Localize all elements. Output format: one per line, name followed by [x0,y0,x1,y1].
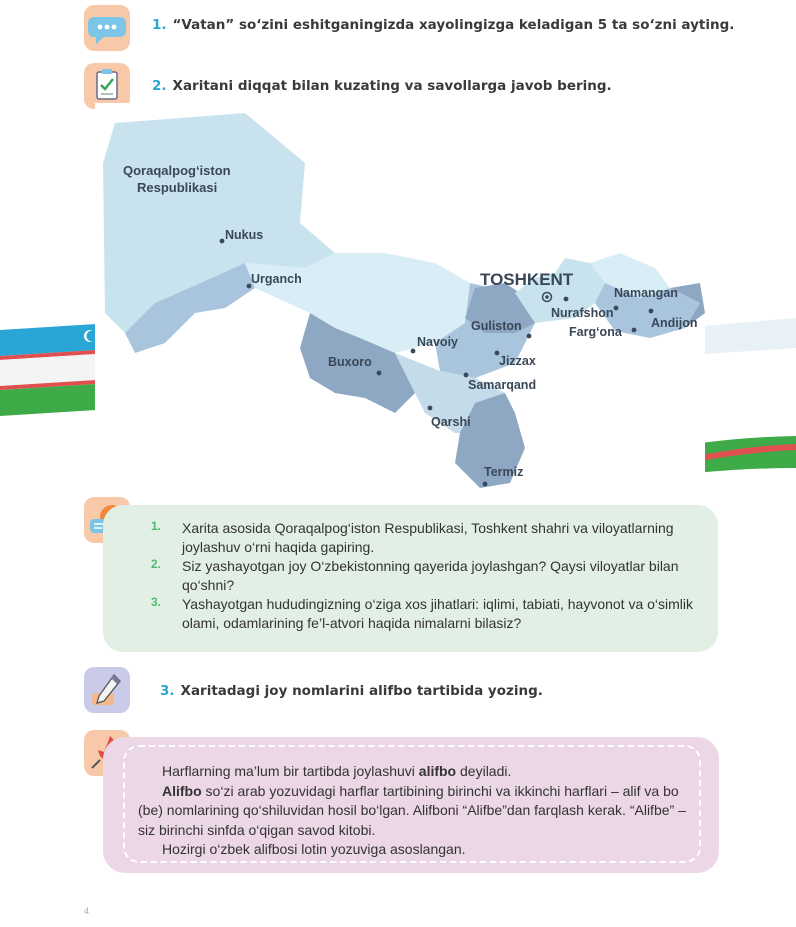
flag-ribbon-left [0,322,100,422]
city-dot [483,482,488,487]
city-dot [464,373,469,378]
city-label: Nukus [225,228,264,242]
city-dot [564,297,569,302]
question-item [151,557,706,595]
speech-bubble-icon [84,5,130,51]
rule-box [103,737,719,873]
question-text: Xarita asosida Qoraqalpog‘iston Respublikasi, Toshkent shahri va viloyatlarning joylashuv o‘rni haqida gapiring. [182,520,674,555]
question-text: Siz yashayotgan joy O‘zbekistonning qayerida joylashgan? Qaysi viloyatlar bilan qo‘shni? [182,558,679,593]
question-item [151,595,706,633]
city-label: Nurafshon [551,306,614,320]
question-item [151,519,706,557]
uzbekistan-map [95,103,705,498]
questions-list [151,519,706,633]
city-label: Navoiy [417,335,458,349]
term-alifbo: alifbo [418,763,457,779]
task-text: “Vatan” so‘zini eshitganingizda xayolingizga keladigan 5 ta so‘zni ayting. [172,17,735,33]
city-dot [428,406,433,411]
city-dot [649,309,654,314]
question-number: 2. [151,557,162,571]
term-alifbo-2: Alifbo [162,782,202,799]
city-label: Namangan [614,286,678,300]
region-title-line2: Respublikasi [137,180,218,195]
city-dot [614,306,619,311]
city-label: Urganch [251,272,302,286]
question-number: 1. [151,519,162,533]
rule-text: Harflarning ma’lum bir tartibda joylashuvi alifbo deyiladi. Alifbo so‘zi arab yozuvidagi harflar tartibining birinchi va ikkinchi harflari – alif va bo (be) nomlarining qo‘shiluvidan hosil bo‘lgan. Alifboni “Alifbe”dan farqlash kerak. “Alifbe” – siz birinchi sinfda o‘qigan savod kitobi. Hozirgi o‘zbek alifbosi lotin yozuviga asoslangan. [138,763,686,857]
city-dot [411,349,416,354]
pencil-icon [84,667,130,713]
city-label: Guliston [471,319,522,333]
task-text: Xaritadagi joy nomlarini alifbo tartibida yozing. [180,683,543,699]
page-number: 4 [84,906,90,916]
city-dot [220,239,225,244]
city-dot [377,371,382,376]
task-number: 2. [152,78,167,94]
question-text: Yashayotgan hududingizning o‘ziga xos jihatlari: iqlimi, tabiati, hayvonot va o‘simlik olami, odamlarining fe’l-atvori haqida nimalarni bilasiz? [182,596,694,631]
task-number: 1. [152,17,167,33]
questions-box [103,505,718,652]
task-number: 3. [160,683,175,699]
city-dot [527,334,532,339]
city-label: Samarqand [468,378,537,392]
task-text: Xaritani diqqat bilan kuzating va savollarga javob bering. [172,78,612,94]
city-label: Buxoro [328,355,372,369]
city-label: Jizzax [499,354,536,368]
capital-label: TOSHKENT [480,270,574,289]
city-label: Farg‘ona [569,325,622,339]
question-number: 3. [151,595,162,609]
city-dot [632,328,637,333]
city-label: Termiz [484,465,524,479]
region-title-line1: Qoraqalpog‘iston [123,163,231,178]
city-label: Andijon [651,316,698,330]
city-label: Qarshi [431,415,471,429]
